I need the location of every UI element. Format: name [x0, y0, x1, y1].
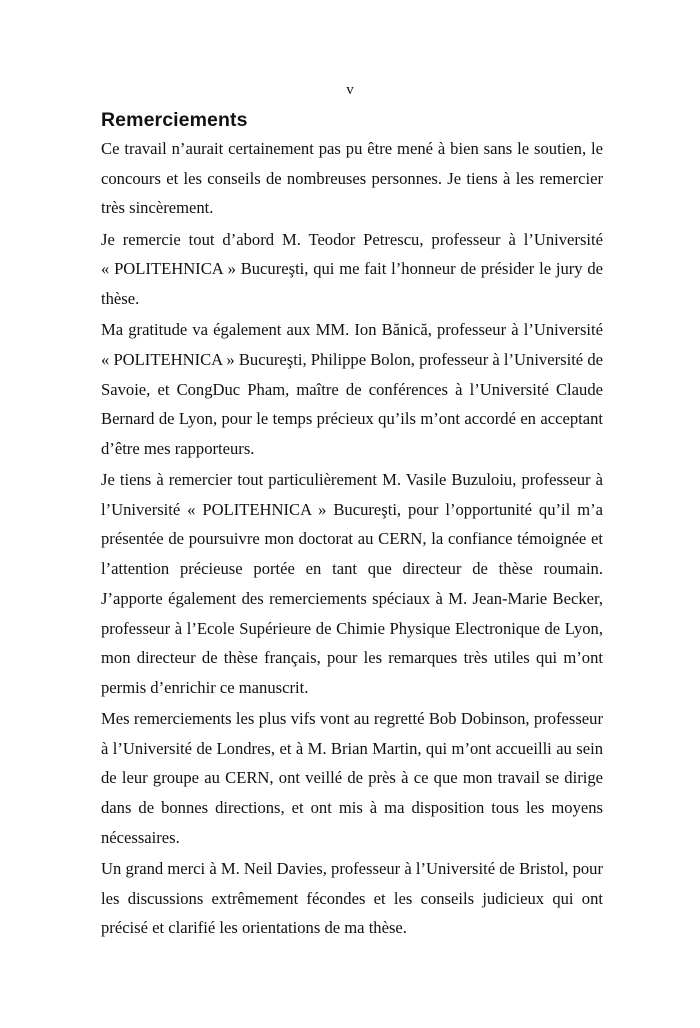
- text-line: permis d’enrichir ce manuscrit.: [101, 677, 309, 697]
- text-line: Savoie, et CongDuc Pham, maître de conférences à l’Université Claude: [101, 379, 603, 399]
- text-line: dans de bonnes directions, et ont mis à ma disposition tous les moyens: [101, 798, 603, 818]
- text-line: Ce travail n’aurait certainement pas pu être mené à bien sans le soutien, le: [101, 139, 603, 158]
- text-line: mon directeur de thèse français, pour les remarques très utiles qui m’ont: [101, 648, 603, 668]
- text-line: l’attention précieuse portée en tant que directeur de thèse roumain.: [101, 559, 603, 579]
- text-line: à l’Université de Londres, et à M. Brian Martin, qui m’ont accueilli au sein: [101, 738, 603, 758]
- text-line: nécessaires.: [101, 827, 180, 847]
- paragraph: [101, 315, 603, 463]
- text-line: thèse.: [101, 288, 140, 308]
- text-line: Un grand merci à M. Neil Davies, professeur à l’Université de Bristol, pour: [101, 859, 603, 878]
- text-line: « POLITEHNICA » Bucureşti, qui me fait l’honneur de présider le jury de: [101, 259, 603, 279]
- text-line: Ma gratitude va également aux MM. Ion Bănică, professeur à l’Université: [101, 320, 603, 340]
- text-line: J’apporte également des remerciements spéciaux à M. Jean-Marie Becker,: [101, 588, 603, 608]
- page-number: v: [346, 82, 354, 98]
- text-line: l’Université « POLITEHNICA » Bucureşti, pour l’opportunité qu’il m’a: [101, 499, 603, 519]
- text-line: les discussions extrêmement fécondes et les conseils judicieux qui ont: [101, 888, 603, 908]
- paragraph: [101, 704, 603, 852]
- text-line: « POLITEHNICA » Bucureşti, Philippe Bolon, professeur à l’Université de: [101, 349, 603, 369]
- text-line: Mes remerciements les plus vifs vont au regretté Bob Dobinson, professeur: [101, 709, 603, 729]
- text-line: précisé et clarifié les orientations de ma thèse.: [101, 918, 407, 938]
- paragraph: [101, 854, 603, 943]
- section-title: Remerciements: [101, 109, 248, 131]
- paragraph: [101, 134, 603, 223]
- text-line: très sincèrement.: [101, 198, 214, 218]
- text-line: Je remercie tout d’abord M. Teodor Petrescu, professeur à l’Université: [101, 229, 603, 249]
- document-body: [101, 134, 603, 945]
- text-line: concours et les conseils de nombreuses personnes. Je tiens à les remercier: [101, 168, 603, 188]
- text-line: professeur à l’Ecole Supérieure de Chimie Physique Electronique de Lyon,: [101, 618, 603, 638]
- paragraph: [101, 225, 603, 314]
- text-line: d’être mes rapporteurs.: [101, 438, 255, 458]
- paragraph: [101, 465, 603, 703]
- text-line: Je tiens à remercier tout particulièrement M. Vasile Buzuloiu, professeur à: [101, 470, 603, 490]
- text-line: Bernard de Lyon, pour le temps précieux qu’ils m’ont accordé en acceptant: [101, 409, 603, 429]
- text-line: présentée de poursuivre mon doctorat au CERN, la confiance témoignée et: [101, 529, 603, 549]
- text-line: de leur groupe au CERN, ont veillé de près à ce que mon travail se dirige: [101, 768, 603, 788]
